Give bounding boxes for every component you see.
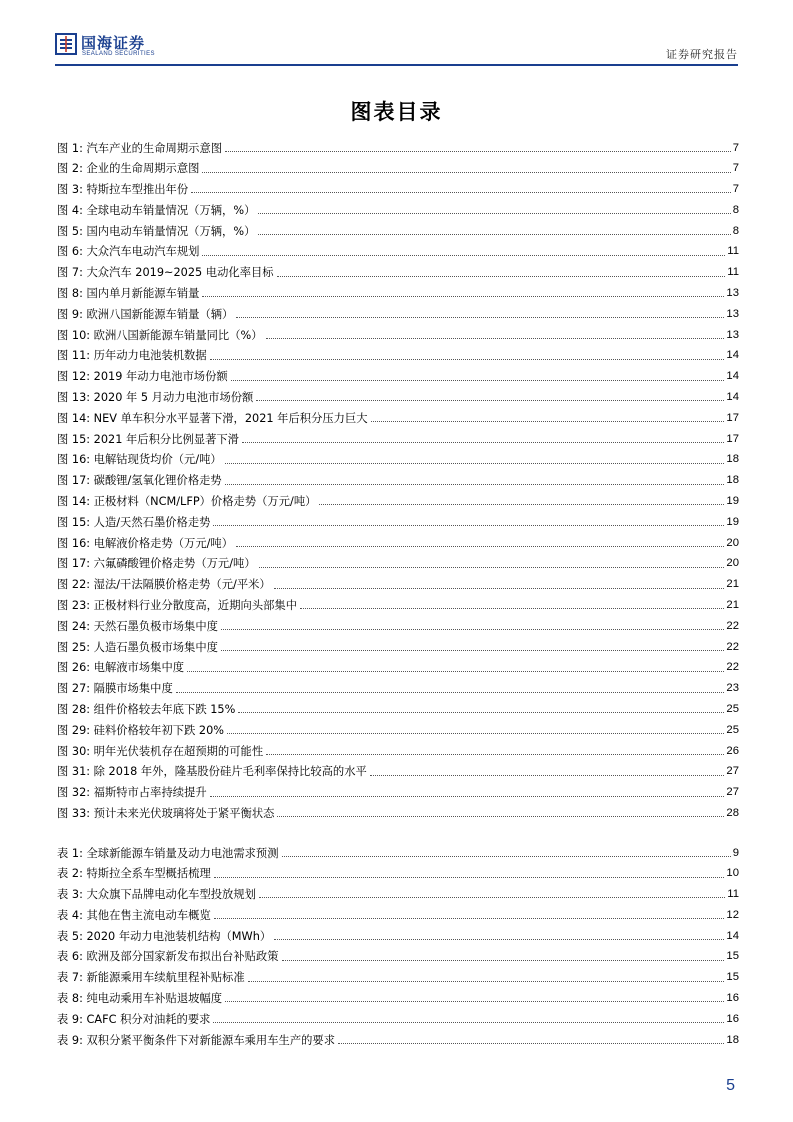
- figure-entry[interactable]: [57, 362, 739, 383]
- dot-leader: [210, 359, 725, 360]
- table-entry[interactable]: [57, 942, 739, 963]
- figure-entry-page[interactable]: 26: [726, 744, 739, 757]
- dot-leader: [187, 671, 724, 672]
- table-entry[interactable]: [57, 921, 739, 942]
- figure-entry[interactable]: [57, 570, 739, 591]
- figure-entry[interactable]: [57, 237, 739, 258]
- dot-leader: [221, 629, 724, 630]
- dot-leader: [274, 588, 725, 589]
- figure-entry[interactable]: [57, 195, 739, 216]
- figure-entry-label[interactable]: 图 27: 隔膜市场集中度: [57, 682, 173, 696]
- figure-entry-label[interactable]: 图 6: 大众汽车电动汽车规划: [57, 245, 200, 259]
- figure-entry-page[interactable]: 20: [726, 557, 739, 570]
- table-entry-label[interactable]: 表 4: 其他在售主流电动车概览: [57, 908, 211, 922]
- figure-entry[interactable]: [57, 133, 739, 154]
- dot-leader: [225, 1001, 724, 1002]
- figure-entry-page[interactable]: 13: [726, 287, 739, 300]
- figure-entry-page[interactable]: 17: [726, 432, 739, 445]
- figure-entry-page[interactable]: 8: [732, 203, 739, 216]
- figure-entry[interactable]: [57, 757, 739, 778]
- figure-entry-label[interactable]: 图 25: 人造石墨负极市场集中度: [57, 640, 218, 654]
- figure-entry-label[interactable]: 图 16: 电解钴现货均价（元/吨）: [57, 453, 222, 467]
- table-entry-page[interactable]: 14: [726, 929, 739, 942]
- figure-entry[interactable]: [57, 507, 739, 528]
- table-entry-page[interactable]: 10: [726, 867, 739, 880]
- figure-entry-page[interactable]: 20: [726, 536, 739, 549]
- figure-entry-page[interactable]: 18: [726, 453, 739, 466]
- table-entry[interactable]: [57, 963, 739, 984]
- figure-entry-page[interactable]: 27: [726, 786, 739, 799]
- figure-entry-page[interactable]: 25: [726, 723, 739, 736]
- figure-entry[interactable]: [57, 591, 739, 612]
- figure-entry[interactable]: [57, 674, 739, 695]
- dot-leader: [214, 918, 725, 919]
- dot-leader: [210, 796, 725, 797]
- figure-entry-page[interactable]: 14: [726, 349, 739, 362]
- dot-leader: [282, 960, 725, 961]
- table-entry[interactable]: [57, 859, 739, 880]
- figure-entry[interactable]: [57, 175, 739, 196]
- figure-entry-page[interactable]: 13: [726, 328, 739, 341]
- table-entry-page[interactable]: 9: [732, 846, 739, 859]
- figure-entry[interactable]: [57, 653, 739, 674]
- figure-entry-page[interactable]: 8: [732, 224, 739, 237]
- figure-entry-label[interactable]: 图 12: 2019 年动力电池市场份额: [57, 370, 228, 384]
- dot-leader: [258, 213, 730, 214]
- figure-entry[interactable]: [57, 487, 739, 508]
- page-title: 图表目录: [350, 100, 443, 124]
- figure-entry[interactable]: [57, 445, 739, 466]
- figure-entry[interactable]: [57, 715, 739, 736]
- dot-leader: [277, 276, 726, 277]
- figure-entry-label[interactable]: 图 3: 特斯拉车型推出年份: [57, 183, 189, 197]
- figure-entry-label[interactable]: 图 24: 天然石墨负极市场集中度: [57, 619, 218, 633]
- table-entry[interactable]: [57, 1025, 739, 1046]
- figure-entry-page[interactable]: 22: [726, 619, 739, 632]
- table-entry-label[interactable]: 表 9: 双积分紧平衡条件下对新能源车乘用车生产的要求: [57, 1033, 336, 1047]
- figure-entry[interactable]: [57, 528, 739, 549]
- figure-entry[interactable]: [57, 258, 739, 279]
- dot-leader: [274, 939, 724, 940]
- figure-entry[interactable]: [57, 695, 739, 716]
- table-entry-label[interactable]: 表 2: 特斯拉全系车型概括梳理: [57, 867, 211, 881]
- figure-entry-page[interactable]: 21: [726, 599, 739, 612]
- table-entry-label[interactable]: 表 5: 2020 年动力电池装机结构（MWh）: [57, 929, 272, 943]
- table-entry-label[interactable]: 表 8: 纯电动乘用车补贴退坡幅度: [57, 992, 223, 1006]
- dot-leader: [225, 463, 725, 464]
- table-entry-label[interactable]: 表 3: 大众旗下品牌电动化车型投放规划: [57, 888, 256, 902]
- figure-entry[interactable]: [57, 611, 739, 632]
- figure-entry-page[interactable]: 19: [726, 515, 739, 528]
- figure-entry-label[interactable]: 图 32: 福斯特市占率持续提升: [57, 786, 207, 800]
- figure-entry-page[interactable]: 14: [726, 370, 739, 383]
- table-entry-label[interactable]: 表 9: CAFC 积分对油耗的要求: [57, 1012, 211, 1026]
- table-entry[interactable]: [57, 1004, 739, 1025]
- dot-leader: [256, 400, 724, 401]
- figure-entry[interactable]: [57, 778, 739, 799]
- dot-leader: [227, 733, 724, 734]
- dot-leader: [266, 754, 724, 755]
- dot-leader: [248, 981, 725, 982]
- dot-leader: [242, 442, 724, 443]
- figure-entry-label[interactable]: 图 5: 国内电动车销量情况（万辆，%）: [57, 224, 256, 238]
- figure-entry[interactable]: [57, 403, 739, 424]
- figure-entry-label[interactable]: 图 17: 六氟磷酸锂价格走势（万元/吨）: [57, 557, 256, 571]
- page-number: 5: [726, 1077, 735, 1094]
- table-entry[interactable]: [57, 900, 739, 921]
- dot-leader: [225, 484, 725, 485]
- figure-entry-page[interactable]: 22: [726, 640, 739, 653]
- dot-leader: [236, 546, 724, 547]
- company-logo: [55, 32, 175, 62]
- figure-entry[interactable]: [57, 154, 739, 175]
- dot-leader: [258, 234, 730, 235]
- figure-entry-label[interactable]: 图 10: 欧洲八国新能源车销量同比（%）: [57, 328, 263, 342]
- figure-entry-page[interactable]: 25: [726, 703, 739, 716]
- table-entry-page[interactable]: 12: [726, 908, 739, 921]
- figure-entry-page[interactable]: 11: [727, 245, 739, 258]
- figure-entry-label[interactable]: 图 28: 组件价格较去年底下跌 15%: [57, 703, 236, 717]
- figure-entry-page[interactable]: 27: [726, 765, 739, 778]
- figure-entry[interactable]: [57, 341, 739, 362]
- logo-english-name: SEALAND SECURITIES: [82, 51, 155, 57]
- logo-chinese-name: 国海证券: [81, 34, 146, 52]
- figure-entry[interactable]: [57, 320, 739, 341]
- figure-entry[interactable]: [57, 216, 739, 237]
- dot-leader: [214, 877, 725, 878]
- table-entry-page[interactable]: 16: [726, 1012, 739, 1025]
- dot-leader: [266, 338, 725, 339]
- table-entry-label[interactable]: 表 7: 新能源乘用车续航里程补贴标准: [57, 971, 245, 985]
- figure-entry-page[interactable]: 23: [726, 682, 739, 695]
- dot-leader: [202, 255, 725, 256]
- dot-leader: [282, 856, 731, 857]
- sealand-logo-icon: [55, 33, 77, 55]
- dot-leader: [370, 775, 725, 776]
- table-list: [57, 838, 739, 1046]
- dot-leader: [238, 712, 724, 713]
- figure-entry-page[interactable]: 7: [732, 141, 739, 154]
- figure-entry-label[interactable]: 图 13: 2020 年 5 月动力电池市场份额: [57, 391, 254, 405]
- table-entry[interactable]: [57, 838, 739, 859]
- figure-entry-label[interactable]: 图 31: 除 2018 年外，隆基股份硅片毛利率保持比较高的水平: [57, 765, 367, 779]
- figure-entry-label[interactable]: 图 16: 电解液价格走势（万元/吨）: [57, 536, 234, 550]
- page-header: [55, 30, 738, 66]
- figure-entry-label[interactable]: 图 23: 正极材料行业分散度高，近期向头部集中: [57, 599, 298, 613]
- dot-leader: [371, 421, 725, 422]
- figure-entry-label[interactable]: 图 14: 正极材料（NCM/LFP）价格走势（万元/吨）: [57, 495, 317, 509]
- figure-entry-page[interactable]: 11: [727, 266, 739, 279]
- figure-entry-page[interactable]: 22: [726, 661, 739, 674]
- figure-entry-label[interactable]: 图 8: 国内单月新能源车销量: [57, 287, 200, 301]
- figure-entry-label[interactable]: 图 11: 历年动力电池装机数据: [57, 349, 207, 363]
- figure-entry-label[interactable]: 图 4: 全球电动车销量情况（万辆，%）: [57, 203, 256, 217]
- figure-entry[interactable]: [57, 632, 739, 653]
- figure-entry-label[interactable]: 图 15: 人造/天然石墨价格走势: [57, 515, 211, 529]
- dot-leader: [300, 608, 724, 609]
- dot-leader: [259, 567, 725, 568]
- table-entry-page[interactable]: 16: [726, 992, 739, 1005]
- figure-entry-label[interactable]: 图 15: 2021 年后积分比例显著下滑: [57, 432, 239, 446]
- table-entry-page[interactable]: 15: [726, 971, 739, 984]
- dot-leader: [277, 816, 724, 817]
- figure-entry-page[interactable]: 21: [726, 578, 739, 591]
- figure-entry-page[interactable]: 18: [726, 474, 739, 487]
- figure-entry[interactable]: [57, 736, 739, 757]
- figure-entry-label[interactable]: 图 9: 欧洲八国新能源车销量（辆）: [57, 307, 234, 321]
- dot-leader: [191, 192, 731, 193]
- figure-entry[interactable]: [57, 799, 739, 820]
- dot-leader: [202, 172, 730, 173]
- dot-leader: [221, 650, 724, 651]
- figure-entry-label[interactable]: 图 2: 企业的生命周期示意图: [57, 162, 200, 176]
- dot-leader: [231, 380, 725, 381]
- figure-entry-page[interactable]: 28: [726, 807, 739, 819]
- figure-entry-page[interactable]: 7: [732, 183, 739, 196]
- figure-entry-label[interactable]: 图 22: 湿法/干法隔膜价格走势（元/平米）: [57, 578, 271, 592]
- table-entry-label[interactable]: 表 1: 全球新能源车销量及动力电池需求预测: [57, 846, 279, 860]
- figure-entry-label[interactable]: 图 26: 电解液市场集中度: [57, 661, 185, 675]
- figure-entry[interactable]: [57, 424, 739, 445]
- dot-leader: [236, 317, 724, 318]
- figure-entry[interactable]: [57, 466, 739, 487]
- figure-entry[interactable]: [57, 279, 739, 300]
- dot-leader: [213, 525, 724, 526]
- figure-entry[interactable]: [57, 299, 739, 320]
- table-entry-page[interactable]: 15: [726, 950, 739, 963]
- figure-entry[interactable]: [57, 549, 739, 570]
- dot-leader: [319, 504, 724, 505]
- table-entry[interactable]: [57, 880, 739, 901]
- table-entry-page[interactable]: 18: [726, 1033, 739, 1046]
- figure-entry-page[interactable]: 13: [726, 307, 739, 320]
- dot-leader: [176, 692, 725, 693]
- figure-entry[interactable]: [57, 383, 739, 404]
- figure-entry-label[interactable]: 图 33: 预计未来光伏玻璃将处于紧平衡状态: [57, 807, 275, 820]
- figure-entry-page[interactable]: 19: [726, 495, 739, 508]
- figure-entry-label[interactable]: 图 30: 明年光伏装机存在超预期的可能性: [57, 744, 264, 758]
- dot-leader: [259, 897, 725, 898]
- figure-list: [57, 133, 739, 819]
- figure-entry-label[interactable]: 图 1: 汽车产业的生命周期示意图: [57, 141, 223, 155]
- dot-leader: [202, 296, 724, 297]
- table-entry-page[interactable]: 11: [727, 888, 739, 901]
- figure-entry-label[interactable]: 图 14: NEV 单车积分水平显著下滑，2021 年后积分压力巨大: [57, 411, 368, 425]
- figure-entry-label[interactable]: 图 29: 硅料价格较年初下跌 20%: [57, 723, 225, 737]
- report-type-label: 证券研究报告: [666, 48, 738, 61]
- figure-entry-page[interactable]: 17: [726, 411, 739, 424]
- figure-entry-label[interactable]: 图 7: 大众汽车 2019~2025 电动化率目标: [57, 266, 274, 280]
- dot-leader: [225, 151, 731, 152]
- table-entry-label[interactable]: 表 6: 欧洲及部分国家新发布拟出台补贴政策: [57, 950, 279, 964]
- dot-leader: [213, 1022, 724, 1023]
- figure-entry-page[interactable]: 14: [726, 391, 739, 404]
- dot-leader: [338, 1043, 724, 1044]
- figure-entry-page[interactable]: 7: [732, 162, 739, 175]
- figure-entry-label[interactable]: 图 17: 碳酸锂/氢氧化锂价格走势: [57, 474, 222, 488]
- table-entry[interactable]: [57, 984, 739, 1005]
